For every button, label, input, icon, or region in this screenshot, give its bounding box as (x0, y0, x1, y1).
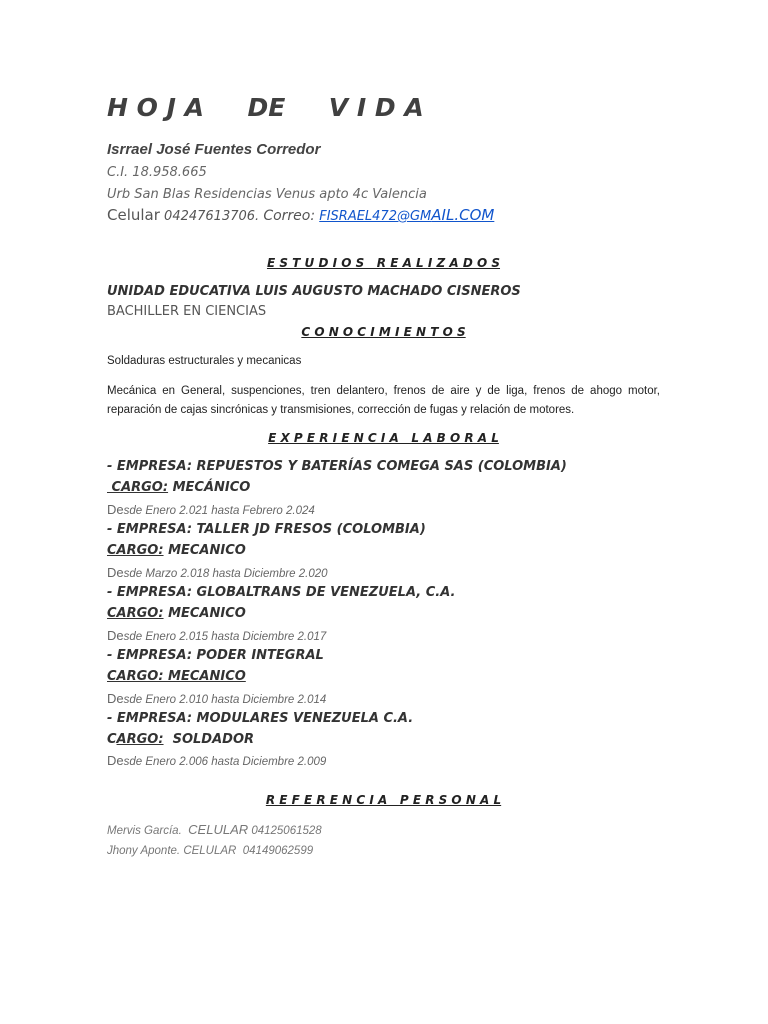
job-company: - EMPRESA: GLOBALTRANS DE VENEZUELA, C.A. (107, 585, 456, 600)
skill-item: Mecánica en General, suspenciones, tren delantero, frenos de aire y de liga, frenos de ahogo motor, reparación de cajas sincrónicas y transmisiones, corrección de fugas y relación de motores. (107, 385, 660, 416)
job-dates-text: sde Enero 2.006 hasta Diciembre 2.009 (123, 756, 327, 768)
email-label: orreo: (273, 208, 316, 224)
job-dates (107, 628, 326, 643)
id-number: C.I. 18.958.665 (107, 165, 207, 180)
job-dates-prefix: De (107, 502, 124, 517)
job-dates-prefix: De (107, 691, 124, 706)
job-role-value: SOLDADOR (163, 732, 255, 747)
job-dates (107, 502, 315, 517)
job-role-label: ARGO: (116, 732, 164, 747)
degree: BACHILLER EN CIENCIAS (107, 304, 267, 319)
job-dates-prefix: De (107, 753, 124, 768)
job-company: - EMPRESA: TALLER JD FRESOS (COLOMBIA) (107, 522, 426, 537)
job-dates-text: sde Enero 2.015 hasta Diciembre 2.017 (123, 631, 327, 643)
job-dates-text: sde Marzo 2.018 hasta Diciembre 2.020 (123, 568, 328, 580)
referencias-heading: R E F E R E N C I A P E R S O N A L (265, 793, 502, 807)
reference-phone: 04125061528 (251, 825, 322, 837)
experiencia-heading: E X P E R I E N C I A L A B O R A L (268, 431, 499, 445)
reference-phone: 04149062599 (242, 845, 314, 857)
job-role-label: CARGO: (107, 543, 164, 558)
candidate-name: Isrrael José Fuentes Corredor (107, 141, 321, 158)
phone-label: Celular (107, 206, 160, 224)
reference-name: Jhony Aponte. (107, 845, 181, 857)
job-company: - EMPRESA: REPUESTOS Y BATERÍAS COMEGA SAS (COLOMBIA) (107, 459, 567, 474)
job-role-value: MECÁNICO (168, 480, 251, 495)
contact-line (107, 206, 494, 224)
email-link-end: AIL.COM (431, 206, 495, 224)
email-link-start: FISRAEL472@GM (319, 209, 432, 224)
document-title: H O J A DE V I D A (107, 93, 424, 122)
job-role-label: CARGO: MECANICO (107, 669, 246, 684)
job-role-value: MECANICO (163, 606, 246, 621)
job-dates-prefix: De (107, 628, 124, 643)
skill-item: Soldaduras estructurales y mecanicas (107, 355, 302, 367)
job-role (107, 480, 250, 495)
job-dates-prefix: De (107, 565, 124, 580)
job-company: - EMPRESA: MODULARES VENEZUELA C.A. (107, 711, 414, 726)
job-company: - EMPRESA: PODER INTEGRAL (107, 648, 324, 663)
resume-page (107, 0, 660, 1024)
reference-cel-label: CELULAR (188, 822, 249, 837)
reference-item (107, 822, 322, 837)
job-role (107, 669, 246, 684)
job-role-label: CARGO: (107, 480, 169, 495)
job-dates (107, 565, 328, 580)
school-name: UNIDAD EDUCATIVA LUIS AUGUSTO MACHADO CISNEROS (107, 284, 521, 299)
email-label-initial: C (263, 208, 274, 224)
job-role (107, 606, 246, 621)
job-dates (107, 691, 326, 706)
reference-item (107, 845, 313, 857)
job-dates-text: sde Enero 2.021 hasta Febrero 2.024 (123, 505, 315, 517)
job-role-value: MECANICO (163, 543, 246, 558)
job-role-label-initial: C (107, 732, 117, 747)
job-role-label: CARGO: (107, 606, 164, 621)
estudios-heading: E S T U D I O S R E A L I Z A D O S (266, 256, 501, 270)
reference-cel-label: CELULAR (183, 845, 237, 857)
job-role (107, 543, 246, 558)
job-dates (107, 753, 326, 768)
job-dates-text: sde Enero 2.010 hasta Diciembre 2.014 (123, 694, 327, 706)
address: Urb San Blas Residencias Venus apto 4c Valencia (107, 187, 427, 202)
reference-name: Mervis García. (107, 825, 182, 837)
conocimientos-heading: C O N O C I M I E N T O S (301, 325, 466, 339)
phone-value: 04247613706. (164, 209, 260, 224)
job-role (107, 732, 254, 747)
email-link[interactable] (319, 206, 495, 224)
